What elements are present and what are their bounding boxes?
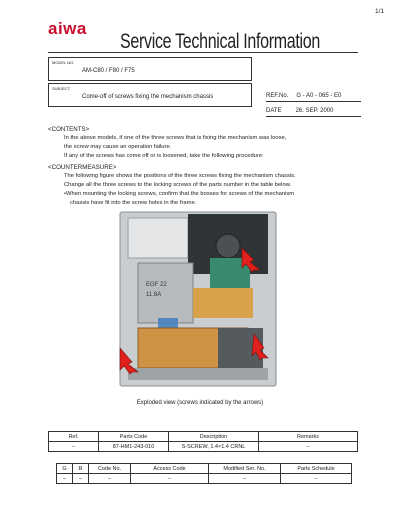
- contents-text: [64, 134, 286, 161]
- countermeasure-heading: <COUNTERMEASURE>: [48, 164, 117, 171]
- page-number: 1/1: [374, 8, 384, 15]
- table-cell: –: [57, 474, 73, 484]
- mechanism-photo: [118, 208, 278, 390]
- table-cell: 87-HM1-243-010: [99, 442, 169, 452]
- table-header-row: [57, 464, 352, 474]
- header-cell: Parts Schedule: [281, 464, 352, 474]
- plate-label-b: 11.8A: [146, 292, 162, 298]
- parts-table: [48, 431, 358, 452]
- header-cell: Code No.: [89, 464, 131, 474]
- header-cell: Access Code: [131, 464, 209, 474]
- bottom-rail: [128, 368, 268, 380]
- header-cell: Modified Ser. No.: [209, 464, 281, 474]
- table-cell: –: [89, 474, 131, 484]
- ref-value: G - A0 - 065 - E0: [296, 93, 342, 99]
- header-cell: G: [57, 464, 73, 474]
- motor: [216, 234, 240, 258]
- table-cell: –: [209, 474, 281, 484]
- subject-label: SUBJECT: [52, 86, 71, 91]
- table-header-row: [49, 432, 358, 442]
- table-row: [49, 442, 358, 452]
- model-label: MODEL NO.: [52, 60, 75, 65]
- countermeasure-line: The following figure shows the positions of the three screws fixing the mechanism chassis.: [64, 173, 296, 179]
- header-cell: R: [73, 464, 89, 474]
- table-cell: –: [49, 442, 99, 452]
- aiwa-logo: aiwa: [48, 19, 87, 38]
- countermeasure-text: [64, 172, 296, 208]
- plate-label-a: EGF 22: [146, 282, 167, 288]
- table-cell: –: [131, 474, 209, 484]
- contents-line: In the above models, if one of the three screws that is fixing the mechanism was loose,: [64, 135, 287, 141]
- subject-value: Come-off of screws fixing the mechanism chassis: [82, 94, 214, 100]
- date-value: 26. SEP. 2000: [295, 108, 334, 114]
- top-left-plate: [128, 218, 188, 258]
- figure-caption: Exploded view (screws indicated by the arrows): [136, 400, 264, 406]
- countermeasure-line: chassis have fit into the screw holes in the frame.: [70, 200, 197, 206]
- table-cell: –: [259, 442, 358, 452]
- date: [266, 108, 333, 114]
- contents-heading: <CONTENTS>: [48, 126, 90, 133]
- header-cell: Ref.: [49, 432, 99, 442]
- reference-number: [266, 93, 341, 99]
- countermeasure-line: •When mounting the locking screws, confirm that the bosses for screws of the mechanism: [64, 191, 295, 197]
- header-cell: Parts Code: [99, 432, 169, 442]
- header-rule: [48, 52, 358, 53]
- table-cell: –: [281, 474, 352, 484]
- page-title: Service Technical Information: [120, 31, 320, 54]
- date-underline: [266, 116, 361, 117]
- ref-label: REF.No.: [266, 93, 289, 99]
- header-cell: Remarks: [259, 432, 358, 442]
- table-cell: S-SCREW, 1.4×1.4 CRNL: [169, 442, 259, 452]
- contents-line: If any of the screws has come off or is loosened, take the following procedure:: [64, 153, 264, 159]
- table-cell: –: [73, 474, 89, 484]
- date-label: DATE: [266, 108, 282, 114]
- header-cell: Description: [169, 432, 259, 442]
- model-value: AM-C80 / F80 / F75: [82, 68, 135, 74]
- table-row: [57, 474, 352, 484]
- schedule-table: [56, 463, 352, 484]
- model-box: [48, 57, 252, 81]
- orange-flex: [193, 288, 253, 318]
- ref-underline: [266, 101, 361, 102]
- countermeasure-line: Change all the three screws to the locking screws of the parts number in the table below.: [64, 182, 292, 188]
- contents-line: the screw may cause an operation failure.: [64, 144, 172, 150]
- subject-box: [48, 83, 252, 107]
